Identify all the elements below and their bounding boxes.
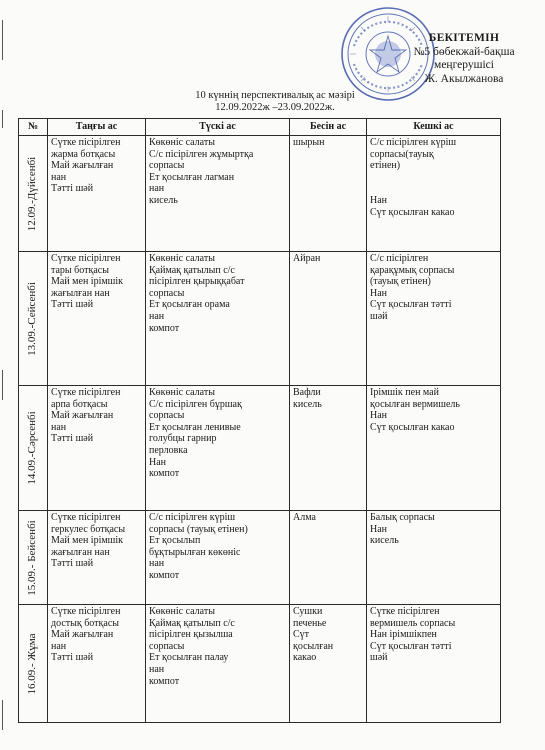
- menu-item-line: Көкөніс салаты: [149, 606, 215, 617]
- menu-item-line: С/с пісірілген күріш: [370, 137, 457, 148]
- snack-cell: [290, 511, 367, 605]
- menu-item-line: шәй: [370, 652, 388, 664]
- menu-item-line: сорпасы(тауық: [370, 148, 434, 160]
- day-cell: [19, 136, 48, 252]
- table-row: [19, 252, 501, 386]
- menu-item-line: Айран: [293, 253, 321, 264]
- menu-item-line: Вафли: [293, 387, 321, 398]
- menu-item-line: вермишель сорпасы: [370, 617, 456, 629]
- menu-item-line: нан: [51, 171, 67, 183]
- menu-item-line: жағылған нан: [51, 546, 110, 558]
- menu-heading: [150, 90, 400, 113]
- menu-item-line: Сүт қосылған тәтті: [370, 299, 452, 311]
- menu-item-line: Сүтке пісірілген: [370, 606, 440, 617]
- dinner-cell: [367, 252, 501, 386]
- day-label: 12.09.-Дүйсенбі: [26, 156, 39, 231]
- menu-item-line: голубцы гарнир: [149, 433, 217, 445]
- dinner-cell: [367, 605, 501, 723]
- menu-item-line: сорпасы: [149, 287, 185, 299]
- menu-item-line: пісірілген қызылша: [149, 629, 233, 641]
- menu-item-line: қосылған вермишель: [370, 398, 460, 410]
- menu-item-line: Ет қосылған ленивые: [149, 421, 241, 433]
- menu-item-line: Қаймақ қатылып с/с: [149, 617, 235, 629]
- menu-item-line: Май жағылған: [51, 160, 114, 172]
- menu-item-line: Сүтке пісірілген: [51, 387, 121, 398]
- menu-item-line: қарақұмық сорпасы: [370, 264, 455, 276]
- menu-item-line: шәй: [370, 310, 388, 322]
- menu-item-line: С/с пісірілген күріш: [149, 512, 236, 523]
- menu-item-line: Нан: [370, 523, 388, 535]
- menu-item-line: сорпасы: [149, 160, 185, 172]
- day-cell: [19, 511, 48, 605]
- menu-item-line: Нан: [149, 456, 167, 468]
- menu-item-line: С/с пісірілген бұршақ: [149, 398, 242, 410]
- menu-item-line: Тәтті шәй: [51, 433, 94, 445]
- column-header: №: [19, 119, 48, 136]
- menu-item-line: Көкөніс салаты: [149, 137, 215, 148]
- menu-item-line: [370, 172, 497, 184]
- menu-item-line: Май жағылған: [51, 410, 114, 422]
- menu-item-line: Сүтке пісірілген: [51, 606, 121, 617]
- approval-line: БЕКІТЕМІН: [428, 32, 500, 44]
- menu-item-line: нан: [51, 640, 67, 652]
- menu-item-line: (тауық етінен): [370, 276, 431, 288]
- menu-item-line: жарма ботқасы: [51, 148, 116, 160]
- column-header: Таңғы ас: [48, 119, 146, 136]
- approval-line: №5 бөбекжай-бақша: [413, 45, 515, 58]
- binding-mark: [2, 20, 3, 60]
- menu-item-line: бұқтырылған көкөніс: [149, 546, 241, 558]
- column-header: Кешкі ас: [367, 119, 501, 136]
- approval-line: меңгерушісі: [434, 59, 494, 71]
- breakfast-cell: [48, 386, 146, 511]
- menu-item-line: достық ботқасы: [51, 617, 120, 629]
- dinner-cell: [367, 511, 501, 605]
- menu-item-line: нан: [51, 421, 67, 433]
- menu-item-line: Ет қосылған лагман: [149, 171, 235, 183]
- menu-item-line: Нан: [370, 194, 388, 206]
- dinner-cell: [367, 136, 501, 252]
- menu-title: 10 күннің перспективалық ас мәзірі: [195, 90, 355, 101]
- day-label: 16.09.- Жұма: [26, 632, 39, 695]
- menu-table: [18, 118, 501, 723]
- lunch-cell: [146, 136, 290, 252]
- menu-item-line: тары ботқасы: [51, 264, 109, 276]
- menu-item-line: кисель: [370, 535, 399, 547]
- approval-line: Ж. Акылжанова: [424, 72, 504, 85]
- day-label: 14.09.-Сәрсенбі: [26, 411, 39, 485]
- menu-item-line: Сүт қосылған какао: [370, 421, 455, 433]
- lunch-cell: [146, 386, 290, 511]
- menu-item-line: Көкөніс салаты: [149, 387, 215, 398]
- menu-item-line: етінен): [370, 160, 401, 172]
- menu-item-line: Балық сорпасы: [370, 512, 435, 523]
- menu-item-line: кисель: [149, 194, 178, 206]
- menu-item-line: сорпасы (тауық етінен): [149, 523, 248, 535]
- menu-item-line: арпа ботқасы: [51, 398, 108, 410]
- menu-item-line: Сүтке пісірілген: [51, 137, 121, 148]
- menu-period: 12.09.2022ж –23.09.2022ж.: [215, 101, 335, 113]
- column-header: Бесін ас: [290, 119, 367, 136]
- menu-item-line: компот: [149, 569, 180, 581]
- menu-item-line: Тәтті шәй: [51, 299, 94, 311]
- menu-item-line: Ет қосылған орама: [149, 299, 230, 311]
- menu-item-line: какао: [293, 652, 317, 664]
- day-label: 15.09.- Бейсенбі: [26, 519, 39, 596]
- menu-item-line: геркулес ботқасы: [51, 523, 126, 535]
- table-row: [19, 386, 501, 511]
- day-cell: [19, 386, 48, 511]
- day-label: 13.09.-Сейсенбі: [26, 281, 39, 356]
- menu-item-line: сорпасы: [149, 410, 185, 422]
- menu-item-line: Сүтке пісірілген: [51, 512, 121, 523]
- dinner-cell: [367, 386, 501, 511]
- lunch-cell: [146, 511, 290, 605]
- day-cell: [19, 252, 48, 386]
- menu-item-line: Тәтті шәй: [51, 183, 94, 195]
- menu-item-line: перловка: [149, 444, 188, 456]
- menu-item-line: сорпасы: [149, 640, 185, 652]
- approval-block: [394, 32, 534, 86]
- menu-item-line: С/с пісірілген: [370, 253, 429, 264]
- menu-item-line: Май мен ірімшік: [51, 535, 124, 547]
- snack-cell: [290, 386, 367, 511]
- menu-item-line: С/с пісірілген жұмыртқа: [149, 148, 254, 160]
- menu-item-line: Қаймақ қатылып с/с: [149, 264, 235, 276]
- menu-item-line: Көкөніс салаты: [149, 253, 215, 264]
- menu-item-line: Май мен ірімшік: [51, 276, 124, 288]
- menu-item-line: жағылған нан: [51, 287, 110, 299]
- table-row: [19, 605, 501, 723]
- menu-item-line: [370, 183, 497, 195]
- menu-item-line: Алма: [293, 512, 316, 523]
- breakfast-cell: [48, 252, 146, 386]
- binding-mark: [2, 110, 3, 128]
- menu-item-line: Нан ірімшікпен: [370, 629, 437, 641]
- menu-item-line: компот: [149, 675, 180, 687]
- menu-item-line: Ет қосылған палау: [149, 652, 229, 664]
- menu-item-line: Нан: [370, 287, 388, 299]
- breakfast-cell: [48, 136, 146, 252]
- snack-cell: [290, 136, 367, 252]
- menu-item-line: Май жағылған: [51, 629, 114, 641]
- menu-item-line: Нан: [370, 410, 388, 422]
- menu-item-line: компот: [149, 468, 180, 480]
- menu-item-line: печенье: [293, 617, 327, 629]
- lunch-cell: [146, 605, 290, 723]
- menu-item-line: Тәтті шәй: [51, 558, 94, 570]
- binding-mark: [2, 370, 3, 400]
- breakfast-cell: [48, 511, 146, 605]
- menu-item-line: кисель: [293, 398, 322, 410]
- snack-cell: [290, 252, 367, 386]
- table-header-row: [19, 119, 501, 136]
- lunch-cell: [146, 252, 290, 386]
- menu-item-line: Сүт: [293, 629, 310, 641]
- menu-item-line: нан: [149, 310, 165, 322]
- menu-item-line: Тәтті шәй: [51, 652, 94, 664]
- menu-item-line: қосылған: [293, 640, 334, 652]
- menu-item-line: нан: [149, 183, 165, 195]
- snack-cell: [290, 605, 367, 723]
- menu-item-line: Сушки: [293, 606, 323, 617]
- table-row: [19, 511, 501, 605]
- day-cell: [19, 605, 48, 723]
- breakfast-cell: [48, 605, 146, 723]
- menu-item-line: компот: [149, 322, 180, 334]
- menu-item-line: Сүт қосылған тәтті: [370, 640, 452, 652]
- menu-item-line: Ет қосылып: [149, 535, 201, 547]
- binding-mark: [2, 700, 3, 730]
- menu-item-line: Ірімшік пен май: [370, 387, 439, 398]
- menu-item-line: пісірілген қырыққабат: [149, 276, 245, 288]
- menu-item-line: нан: [149, 558, 165, 570]
- table-row: [19, 136, 501, 252]
- column-header: Түскі ас: [146, 119, 290, 136]
- menu-item-line: Сүт қосылған какао: [370, 206, 455, 218]
- menu-item-line: шырын: [293, 137, 325, 148]
- menu-item-line: нан: [149, 663, 165, 675]
- menu-item-line: Сүтке пісірілген: [51, 253, 121, 264]
